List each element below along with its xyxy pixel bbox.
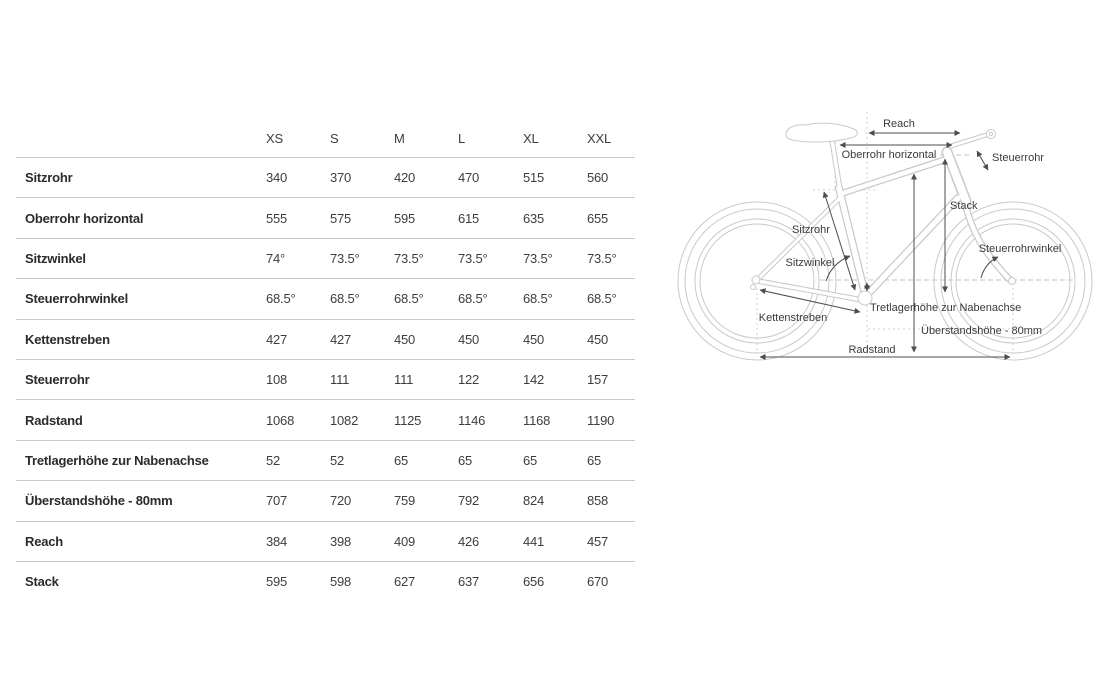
row-value: 427	[266, 331, 288, 347]
row-value: 595	[266, 574, 288, 590]
rear-axle	[752, 276, 760, 284]
row-label: Steuerrohr	[25, 372, 90, 388]
row-value: 73.5°	[458, 250, 488, 266]
row-value: 68.5°	[394, 291, 424, 307]
tretlagerhoehe-label: Tretlagerhöhe zur Nabenachse	[870, 302, 1022, 314]
row-value: 656	[523, 574, 545, 590]
row-value: 420	[394, 170, 416, 186]
row-value: 111	[394, 372, 414, 388]
bike-geometry-diagram	[660, 100, 1119, 380]
row-value: 792	[458, 493, 480, 509]
row-value: 450	[523, 331, 545, 347]
front-axle	[1009, 278, 1016, 285]
row-label: Sitzwinkel	[25, 250, 86, 266]
row-value: 1068	[266, 412, 295, 428]
row-value: 68.5°	[458, 291, 488, 307]
row-value: 670	[587, 574, 609, 590]
row-value: 637	[458, 574, 480, 590]
row-value: 1190	[587, 412, 615, 428]
row-value: 575	[330, 210, 352, 226]
row-label: Tretlagerhöhe zur Nabenachse	[25, 452, 209, 468]
row-value: 615	[458, 210, 480, 226]
row-value: 515	[523, 170, 545, 186]
kettenstreben-arrow	[760, 290, 860, 312]
size-header-xs: XS	[266, 131, 283, 146]
size-header-l: L	[458, 131, 466, 146]
table-row	[16, 480, 635, 520]
row-value: 824	[523, 493, 545, 509]
steuerrohr-arrow	[977, 151, 988, 170]
steuerrohr-label: Steuerrohr	[992, 152, 1044, 164]
row-value: 73.5°	[587, 250, 617, 266]
table-row	[16, 319, 635, 359]
row-value: 426	[458, 533, 480, 549]
row-value: 1146	[458, 412, 486, 428]
row-value: 65	[587, 452, 602, 468]
row-value: 65	[394, 452, 409, 468]
table-row	[16, 561, 635, 601]
row-value: 595	[394, 210, 416, 226]
radstand-label: Radstand	[848, 344, 896, 356]
table-header-row	[16, 120, 635, 157]
row-value: 1125	[394, 412, 422, 428]
row-value: 68.5°	[587, 291, 617, 307]
row-label: Stack	[25, 574, 59, 590]
row-value: 68.5°	[523, 291, 553, 307]
row-label: Steuerrohrwinkel	[25, 291, 128, 307]
row-value: 409	[394, 533, 416, 549]
row-value: 73.5°	[394, 250, 424, 266]
row-value: 450	[394, 331, 416, 347]
geometry-table	[16, 120, 635, 601]
handlebar-grip	[987, 130, 996, 139]
row-value: 370	[330, 170, 352, 186]
row-value: 1082	[330, 412, 359, 428]
table-row	[16, 521, 635, 561]
row-value: 635	[523, 210, 545, 226]
row-value: 720	[330, 493, 352, 509]
row-value: 560	[587, 170, 609, 186]
row-value: 68.5°	[330, 291, 360, 307]
row-value: 858	[587, 493, 609, 509]
size-header-xxl: XXL	[587, 131, 611, 146]
table-row	[16, 238, 635, 278]
table-row	[16, 197, 635, 237]
sitzrohr-label: Sitzrohr	[792, 224, 830, 236]
row-value: 627	[394, 574, 416, 590]
size-header-m: M	[394, 131, 405, 146]
steuerrohrwinkel-label: Steuerrohrwinkel	[978, 243, 1062, 255]
sitzwinkel-label: Sitzwinkel	[785, 257, 835, 269]
row-value: 74°	[266, 250, 286, 266]
row-value: 450	[587, 331, 609, 347]
row-value: 73.5°	[330, 250, 360, 266]
row-value: 457	[587, 533, 609, 549]
row-value: 598	[330, 574, 352, 590]
row-label: Kettenstreben	[25, 331, 110, 347]
rear-derailleur	[751, 285, 756, 290]
size-header-xl: XL	[523, 131, 539, 146]
row-value: 111	[330, 372, 350, 388]
row-label: Reach	[25, 533, 64, 549]
row-value: 655	[587, 210, 609, 226]
kettenstreben-label: Kettenstreben	[758, 312, 828, 324]
row-value: 340	[266, 170, 288, 186]
table-row	[16, 399, 635, 439]
ueberstandshoehe-label: Überstandshöhe - 80mm	[921, 325, 1043, 337]
row-label: Radstand	[25, 412, 83, 428]
row-label: Sitzrohr	[25, 170, 73, 186]
oberrohr-label: Oberrohr horizontal	[841, 149, 937, 161]
table-row	[16, 157, 635, 197]
row-value: 707	[266, 493, 288, 509]
row-value: 73.5°	[523, 250, 553, 266]
row-value: 441	[523, 533, 545, 549]
geometry-table-body	[16, 157, 635, 601]
row-value: 398	[330, 533, 352, 549]
reach-label: Reach	[883, 118, 915, 130]
size-header-s: S	[330, 131, 339, 146]
row-value: 52	[330, 452, 345, 468]
row-value: 427	[330, 331, 352, 347]
row-label: Oberrohr horizontal	[25, 210, 144, 226]
row-value: 65	[523, 452, 538, 468]
row-value: 68.5°	[266, 291, 296, 307]
stack-label: Stack	[950, 200, 978, 212]
row-value: 555	[266, 210, 288, 226]
row-value: 384	[266, 533, 288, 549]
row-value: 108	[266, 372, 288, 388]
row-value: 450	[458, 331, 480, 347]
row-value: 122	[458, 372, 480, 388]
saddle	[786, 123, 857, 142]
row-value: 1168	[523, 412, 551, 428]
table-row	[16, 278, 635, 318]
row-label: Überstandshöhe - 80mm	[25, 493, 173, 509]
row-value: 470	[458, 170, 480, 186]
row-value: 142	[523, 372, 545, 388]
table-row	[16, 440, 635, 480]
table-row	[16, 359, 635, 399]
row-value: 65	[458, 452, 473, 468]
row-value: 157	[587, 372, 609, 388]
row-value: 759	[394, 493, 416, 509]
row-value: 52	[266, 452, 281, 468]
